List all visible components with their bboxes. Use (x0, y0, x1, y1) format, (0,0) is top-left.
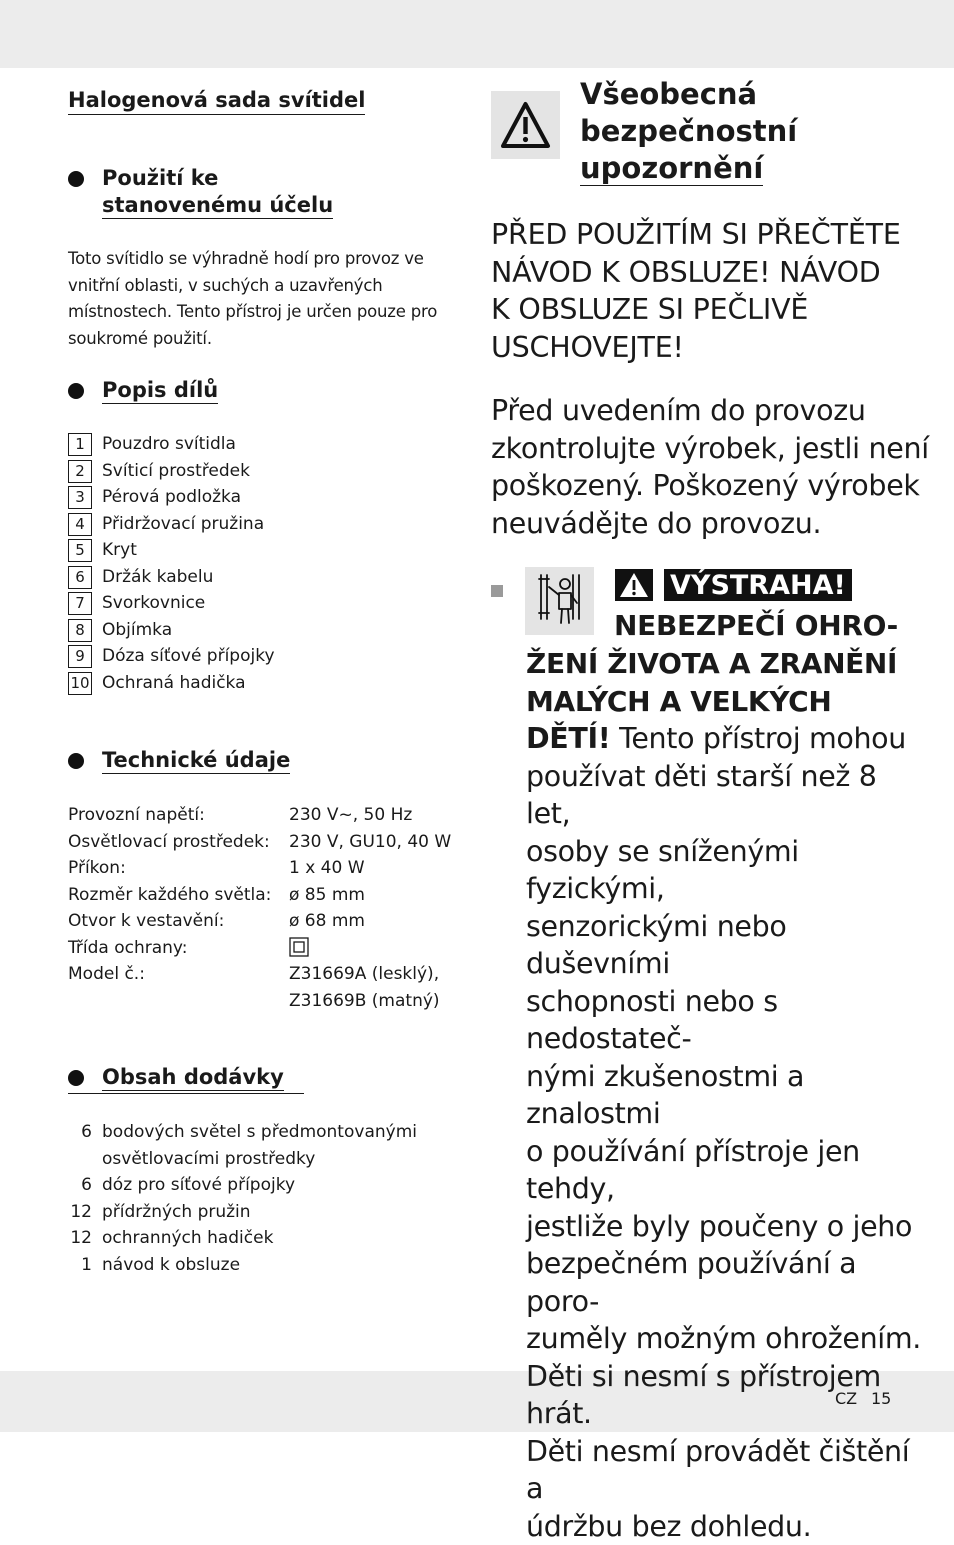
contents-underline (68, 1093, 304, 1094)
warning-label: VÝSTRAHA! (664, 569, 852, 601)
part-number: 9 (68, 645, 92, 668)
part-label: Přidržovací pružina (102, 513, 264, 535)
danger-text-line: bezpečném používání a poro- (526, 1245, 926, 1320)
header-band (0, 0, 954, 68)
danger-text-line: schopnosti nebo s nedostateč- (526, 983, 926, 1058)
part-label: Držák kabelu (102, 566, 213, 588)
tech-value: Z31669B (matný) (289, 990, 440, 1012)
tech-value: ø 85 mm (289, 884, 365, 906)
danger-text-line: Děti nesmí provádět čištění a (526, 1433, 926, 1508)
protection-class-ii-icon (289, 937, 309, 957)
danger-text-line: zuměly možným ohrožením. (526, 1320, 926, 1358)
use-title-line1: Použití ke (102, 165, 333, 192)
danger-heading-line4 (526, 720, 926, 758)
parts-title: Popis dílů (102, 377, 218, 404)
part-number: 10 (68, 672, 92, 695)
contents-title: Obsah dodávky (102, 1064, 284, 1091)
danger-notice (526, 645, 926, 1545)
list-bullet (491, 585, 503, 597)
contents-item: ochranných hadiček (102, 1225, 462, 1252)
section-bullet (68, 1070, 84, 1086)
tech-title: Technické údaje (102, 747, 290, 774)
danger-heading-line2: ŽENÍ ŽIVOTA A ZRANĚNÍ (526, 645, 926, 683)
notice-line: zkontrolujte výrobek, jestli není (491, 430, 931, 468)
part-label: Pérová podložka (102, 486, 241, 508)
notice-line: NÁVOD K OBSLUZE! NÁVOD (491, 254, 931, 292)
part-label: Dóza síťové přípojky (102, 645, 275, 667)
tech-label: Rozměr každého světla: (68, 884, 271, 906)
danger-text-line: Děti si nesmí s přístrojem hrát. (526, 1358, 926, 1433)
safety-title-line2: bezpečnostní (580, 113, 797, 150)
contents-item: bodových světel s předmontovanými osvětlovacími prostředky (102, 1119, 462, 1172)
section-bullet (68, 753, 84, 769)
contents-qty: 1 (68, 1254, 92, 1276)
danger-heading-line3: MALÝCH A VELKÝCH (526, 683, 926, 721)
contents-qty: 6 (68, 1174, 92, 1196)
tech-value: 230 V~, 50 Hz (289, 804, 412, 826)
safety-title-line3: upozornění (580, 151, 763, 186)
contents-qty: 6 (68, 1121, 92, 1143)
footer-language: CZ (835, 1389, 857, 1409)
safety-title (580, 76, 840, 187)
part-number: 1 (68, 433, 92, 456)
contents-qty: 12 (68, 1227, 92, 1249)
tech-label: Provozní napětí: (68, 804, 205, 826)
read-manual-notice (491, 216, 931, 366)
tech-label: Třída ochrany: (68, 937, 187, 959)
part-number: 7 (68, 592, 92, 615)
danger-text-line: jestliže byly poučeny o jeho (526, 1208, 926, 1246)
section-bullet (68, 383, 84, 399)
warning-triangle-icon (615, 569, 653, 601)
tech-label: Příkon: (68, 857, 126, 879)
notice-line: PŘED POUŽITÍM SI PŘEČTĚTE (491, 216, 931, 254)
notice-line: neuvádějte do provozu. (491, 505, 931, 543)
notice-line: K OBSLUZE SI PEČLIVĚ (491, 291, 931, 329)
contents-item: návod k obsluze (102, 1252, 462, 1279)
notice-line: Před uvedením do provozu (491, 392, 931, 430)
danger-text-line: údržbu bez dohledu. (526, 1508, 926, 1545)
danger-heading-bold: DĚTÍ! (526, 722, 610, 755)
contents-qty: 12 (68, 1201, 92, 1223)
contents-item: dóz pro síťové přípojky (102, 1172, 462, 1199)
part-number: 3 (68, 486, 92, 509)
danger-text-line: osoby se sníženými fyzickými, (526, 833, 926, 908)
tech-value: Z31669A (lesklý), (289, 963, 439, 985)
child-safety-icon (525, 567, 594, 635)
tech-value: 1 x 40 W (289, 857, 365, 879)
part-label: Svorkovnice (102, 592, 205, 614)
page-number: 15 (871, 1389, 891, 1409)
danger-text-start: Tento přístroj mohou (610, 722, 906, 755)
use-title (102, 165, 333, 219)
part-number: 8 (68, 619, 92, 642)
safety-title-line1: Všeobecná (580, 76, 757, 113)
notice-line: USCHOVEJTE! (491, 329, 931, 367)
part-number: 4 (68, 513, 92, 536)
part-number: 2 (68, 460, 92, 483)
use-text: Toto svítidlo se výhradně hodí pro provoz ve vnitřní oblasti, v suchých a uzavřených místnostech. Tento přístroj je určen pouze pro soukromé použití. (68, 246, 468, 352)
tech-label: Model č.: (68, 963, 145, 985)
danger-text-line: senzorickými nebo duševními (526, 908, 926, 983)
part-number: 6 (68, 566, 92, 589)
use-title-line2: stanovenému účelu (102, 193, 333, 219)
part-label: Kryt (102, 539, 137, 561)
page-title: Halogenová sada svítidel (68, 88, 365, 115)
section-bullet (68, 171, 84, 187)
part-number: 5 (68, 539, 92, 562)
tech-value: ø 68 mm (289, 910, 365, 932)
contents-item: přídržných pružin (102, 1199, 462, 1226)
tech-label: Otvor k vestavění: (68, 910, 224, 932)
danger-text-line: používat děti starší než 8 let, (526, 758, 926, 833)
tech-label: Osvětlovací prostředek: (68, 831, 270, 853)
danger-heading-line1: NEBEZPEČÍ OHRO- (614, 607, 898, 645)
part-label: Objímka (102, 619, 172, 641)
warning-triangle-icon (491, 91, 560, 159)
danger-text-line: o používání přístroje jen tehdy, (526, 1133, 926, 1208)
notice-line: poškozený. Poškozený výrobek (491, 467, 931, 505)
part-label: Svíticí prostředek (102, 460, 250, 482)
danger-text-line: nými zkušenostmi a znalostmi (526, 1058, 926, 1133)
part-label: Ochraná hadička (102, 672, 246, 694)
part-label: Pouzdro svítidla (102, 433, 236, 455)
inspect-notice (491, 392, 931, 542)
tech-value: 230 V, GU10, 40 W (289, 831, 451, 853)
